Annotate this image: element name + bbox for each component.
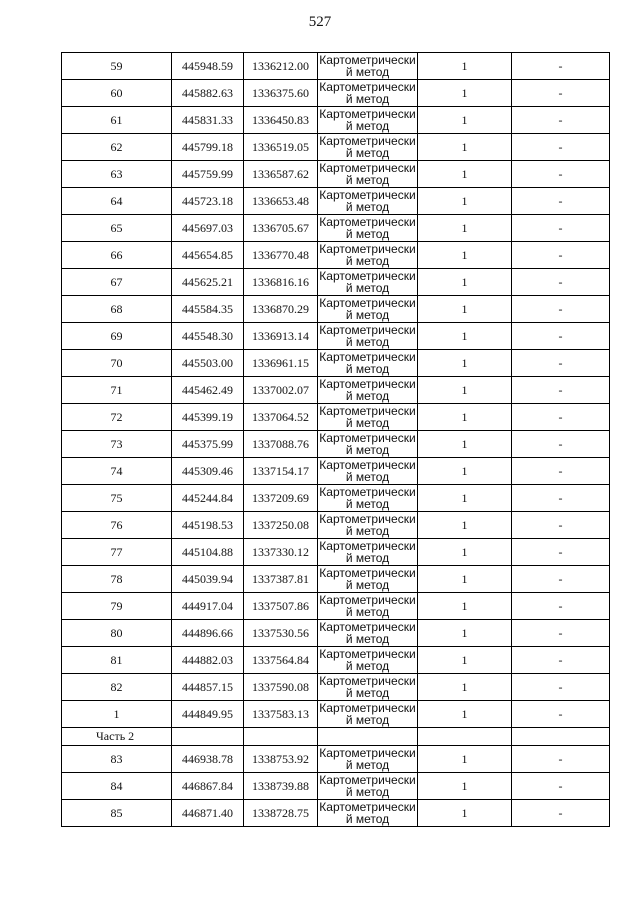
table-cell (318, 728, 418, 746)
table-row (62, 746, 610, 773)
note-cell: - (512, 773, 610, 800)
accuracy-cell: 1 (418, 134, 512, 161)
point-number-cell: 71 (62, 377, 172, 404)
method-cell: Картометрически й метод (319, 674, 416, 700)
method-cell: Картометрически й метод (319, 800, 416, 826)
y-coordinate-cell: 1336653.48 (244, 188, 318, 215)
accuracy-cell: 1 (418, 323, 512, 350)
method-cell: Картометрически й метод (319, 458, 416, 484)
note-cell: - (512, 539, 610, 566)
table-row (62, 53, 610, 80)
point-number-cell: 77 (62, 539, 172, 566)
method-cell: Картометрически й метод (319, 593, 416, 619)
y-coordinate-cell: 1337387.81 (244, 566, 318, 593)
method-cell: Картометрически й метод (319, 485, 416, 511)
note-cell: - (512, 107, 610, 134)
point-number-cell: 60 (62, 80, 172, 107)
note-cell: - (512, 215, 610, 242)
point-number-cell: 72 (62, 404, 172, 431)
accuracy-cell: 1 (418, 773, 512, 800)
x-coordinate-cell: 445654.85 (172, 242, 244, 269)
accuracy-cell: 1 (418, 215, 512, 242)
x-coordinate-cell: 446938.78 (172, 746, 244, 773)
method-cell: Картометрически й метод (319, 647, 416, 673)
y-coordinate-cell: 1337583.13 (244, 701, 318, 728)
y-coordinate-cell: 1336961.15 (244, 350, 318, 377)
y-coordinate-cell: 1338728.75 (244, 800, 318, 827)
accuracy-cell: 1 (418, 746, 512, 773)
point-number-cell: 78 (62, 566, 172, 593)
y-coordinate-cell: 1338739.88 (244, 773, 318, 800)
accuracy-cell: 1 (418, 242, 512, 269)
accuracy-cell: 1 (418, 188, 512, 215)
x-coordinate-cell: 446871.40 (172, 800, 244, 827)
method-cell: Картометрически й метод (319, 134, 416, 160)
note-cell: - (512, 746, 610, 773)
accuracy-cell: 1 (418, 404, 512, 431)
y-coordinate-cell: 1336519.05 (244, 134, 318, 161)
x-coordinate-cell: 445039.94 (172, 566, 244, 593)
method-cell: Картометрически й метод (319, 512, 416, 538)
table-row (62, 161, 610, 188)
table-body-part1 (62, 53, 610, 728)
table-row (62, 80, 610, 107)
point-number-cell: 1 (62, 701, 172, 728)
accuracy-cell: 1 (418, 80, 512, 107)
y-coordinate-cell: 1336770.48 (244, 242, 318, 269)
table-row (62, 296, 610, 323)
table-row (62, 647, 610, 674)
note-cell: - (512, 350, 610, 377)
x-coordinate-cell: 445244.84 (172, 485, 244, 512)
method-cell: Картометрически й метод (319, 620, 416, 646)
accuracy-cell: 1 (418, 377, 512, 404)
table-row (62, 512, 610, 539)
y-coordinate-cell: 1337209.69 (244, 485, 318, 512)
method-cell: Картометрически й метод (319, 350, 416, 376)
x-coordinate-cell: 445799.18 (172, 134, 244, 161)
point-number-cell: 59 (62, 53, 172, 80)
accuracy-cell: 1 (418, 485, 512, 512)
point-number-cell: 64 (62, 188, 172, 215)
y-coordinate-cell: 1337330.12 (244, 539, 318, 566)
table-row (62, 566, 610, 593)
y-coordinate-cell: 1336375.60 (244, 80, 318, 107)
note-cell: - (512, 485, 610, 512)
table-row (62, 188, 610, 215)
x-coordinate-cell: 445697.03 (172, 215, 244, 242)
x-coordinate-cell: 445309.46 (172, 458, 244, 485)
note-cell: - (512, 800, 610, 827)
point-number-cell: 74 (62, 458, 172, 485)
accuracy-cell: 1 (418, 53, 512, 80)
method-cell: Картометрически й метод (319, 296, 416, 322)
accuracy-cell: 1 (418, 431, 512, 458)
method-cell: Картометрически й метод (319, 377, 416, 403)
note-cell: - (512, 269, 610, 296)
note-cell: - (512, 188, 610, 215)
note-cell: - (512, 458, 610, 485)
accuracy-cell: 1 (418, 593, 512, 620)
y-coordinate-cell: 1337530.56 (244, 620, 318, 647)
y-coordinate-cell: 1337002.07 (244, 377, 318, 404)
point-number-cell: 83 (62, 746, 172, 773)
section-header (62, 728, 610, 746)
table-row (62, 404, 610, 431)
note-cell: - (512, 323, 610, 350)
x-coordinate-cell: 444849.95 (172, 701, 244, 728)
table-row (62, 215, 610, 242)
point-number-cell: 85 (62, 800, 172, 827)
point-number-cell: 76 (62, 512, 172, 539)
x-coordinate-cell: 444917.04 (172, 593, 244, 620)
method-cell: Картометрически й метод (319, 80, 416, 106)
table-row (62, 620, 610, 647)
y-coordinate-cell: 1336212.00 (244, 53, 318, 80)
table-row (62, 350, 610, 377)
table-row (62, 377, 610, 404)
y-coordinate-cell: 1337564.84 (244, 647, 318, 674)
accuracy-cell: 1 (418, 350, 512, 377)
table-cell (512, 728, 610, 746)
y-coordinate-cell: 1337507.86 (244, 593, 318, 620)
accuracy-cell: 1 (418, 458, 512, 485)
x-coordinate-cell: 445198.53 (172, 512, 244, 539)
section-row (62, 728, 610, 746)
note-cell: - (512, 674, 610, 701)
accuracy-cell: 1 (418, 800, 512, 827)
method-cell: Картометрически й метод (319, 701, 416, 727)
note-cell: - (512, 566, 610, 593)
note-cell: - (512, 620, 610, 647)
accuracy-cell: 1 (418, 269, 512, 296)
point-number-cell: 70 (62, 350, 172, 377)
point-number-cell: 63 (62, 161, 172, 188)
note-cell: - (512, 431, 610, 458)
page-number: 527 (308, 14, 332, 30)
note-cell: - (512, 161, 610, 188)
table-row (62, 701, 610, 728)
x-coordinate-cell: 444882.03 (172, 647, 244, 674)
accuracy-cell: 1 (418, 539, 512, 566)
accuracy-cell: 1 (418, 647, 512, 674)
accuracy-cell: 1 (418, 296, 512, 323)
table-row (62, 107, 610, 134)
y-coordinate-cell: 1336587.62 (244, 161, 318, 188)
method-cell: Картометрически й метод (319, 188, 416, 214)
method-cell: Картометрически й метод (319, 746, 416, 772)
point-number-cell: 67 (62, 269, 172, 296)
table-cell (418, 728, 512, 746)
table-row (62, 431, 610, 458)
note-cell: - (512, 701, 610, 728)
y-coordinate-cell: 1337154.17 (244, 458, 318, 485)
y-coordinate-cell: 1336816.16 (244, 269, 318, 296)
table-row (62, 458, 610, 485)
point-number-cell: 80 (62, 620, 172, 647)
accuracy-cell: 1 (418, 512, 512, 539)
y-coordinate-cell: 1337250.08 (244, 512, 318, 539)
method-cell: Картометрически й метод (319, 431, 416, 457)
table-body-part2 (62, 746, 610, 827)
point-number-cell: 84 (62, 773, 172, 800)
note-cell: - (512, 647, 610, 674)
y-coordinate-cell: 1337590.08 (244, 674, 318, 701)
method-cell: Картометрически й метод (319, 215, 416, 241)
x-coordinate-cell: 445375.99 (172, 431, 244, 458)
x-coordinate-cell: 445584.35 (172, 296, 244, 323)
method-cell: Картометрически й метод (319, 242, 416, 268)
x-coordinate-cell: 445462.49 (172, 377, 244, 404)
accuracy-cell: 1 (418, 701, 512, 728)
x-coordinate-cell: 444857.15 (172, 674, 244, 701)
accuracy-cell: 1 (418, 107, 512, 134)
table-row (62, 539, 610, 566)
x-coordinate-cell: 445399.19 (172, 404, 244, 431)
point-number-cell: 69 (62, 323, 172, 350)
x-coordinate-cell: 444896.66 (172, 620, 244, 647)
table-row (62, 674, 610, 701)
point-number-cell: 66 (62, 242, 172, 269)
y-coordinate-cell: 1336913.14 (244, 323, 318, 350)
table-cell (244, 728, 318, 746)
x-coordinate-cell: 445104.88 (172, 539, 244, 566)
point-number-cell: 79 (62, 593, 172, 620)
accuracy-cell: 1 (418, 620, 512, 647)
x-coordinate-cell: 445831.33 (172, 107, 244, 134)
coordinates-table (61, 52, 610, 827)
point-number-cell: 65 (62, 215, 172, 242)
x-coordinate-cell: 445759.99 (172, 161, 244, 188)
method-cell: Картометрически й метод (319, 566, 416, 592)
x-coordinate-cell: 445548.30 (172, 323, 244, 350)
note-cell: - (512, 377, 610, 404)
table-row (62, 242, 610, 269)
method-cell: Картометрически й метод (319, 161, 416, 187)
x-coordinate-cell: 445948.59 (172, 53, 244, 80)
accuracy-cell: 1 (418, 161, 512, 188)
y-coordinate-cell: 1336450.83 (244, 107, 318, 134)
method-cell: Картометрически й метод (319, 539, 416, 565)
x-coordinate-cell: 445503.00 (172, 350, 244, 377)
table-row (62, 593, 610, 620)
y-coordinate-cell: 1336870.29 (244, 296, 318, 323)
y-coordinate-cell: 1336705.67 (244, 215, 318, 242)
method-cell: Картометрически й метод (319, 107, 416, 133)
table-row (62, 323, 610, 350)
table-row (62, 269, 610, 296)
accuracy-cell: 1 (418, 566, 512, 593)
y-coordinate-cell: 1337064.52 (244, 404, 318, 431)
method-cell: Картометрически й метод (319, 773, 416, 799)
x-coordinate-cell: 445723.18 (172, 188, 244, 215)
table-row (62, 773, 610, 800)
table-cell (172, 728, 244, 746)
note-cell: - (512, 134, 610, 161)
x-coordinate-cell: 445625.21 (172, 269, 244, 296)
table-row (62, 800, 610, 827)
note-cell: - (512, 512, 610, 539)
point-number-cell: 82 (62, 674, 172, 701)
note-cell: - (512, 404, 610, 431)
y-coordinate-cell: 1337088.76 (244, 431, 318, 458)
accuracy-cell: 1 (418, 674, 512, 701)
method-cell: Картометрически й метод (319, 53, 416, 79)
note-cell: - (512, 593, 610, 620)
point-number-cell: 61 (62, 107, 172, 134)
x-coordinate-cell: 446867.84 (172, 773, 244, 800)
note-cell: - (512, 242, 610, 269)
method-cell: Картометрически й метод (319, 323, 416, 349)
point-number-cell: 73 (62, 431, 172, 458)
table-row (62, 134, 610, 161)
method-cell: Картометрически й метод (319, 404, 416, 430)
y-coordinate-cell: 1338753.92 (244, 746, 318, 773)
point-number-cell: 68 (62, 296, 172, 323)
note-cell: - (512, 296, 610, 323)
x-coordinate-cell: 445882.63 (172, 80, 244, 107)
point-number-cell: 75 (62, 485, 172, 512)
method-cell: Картометрически й метод (319, 269, 416, 295)
note-cell: - (512, 53, 610, 80)
section-label: Часть 2 (62, 728, 172, 746)
point-number-cell: 62 (62, 134, 172, 161)
table-row (62, 485, 610, 512)
point-number-cell: 81 (62, 647, 172, 674)
note-cell: - (512, 80, 610, 107)
